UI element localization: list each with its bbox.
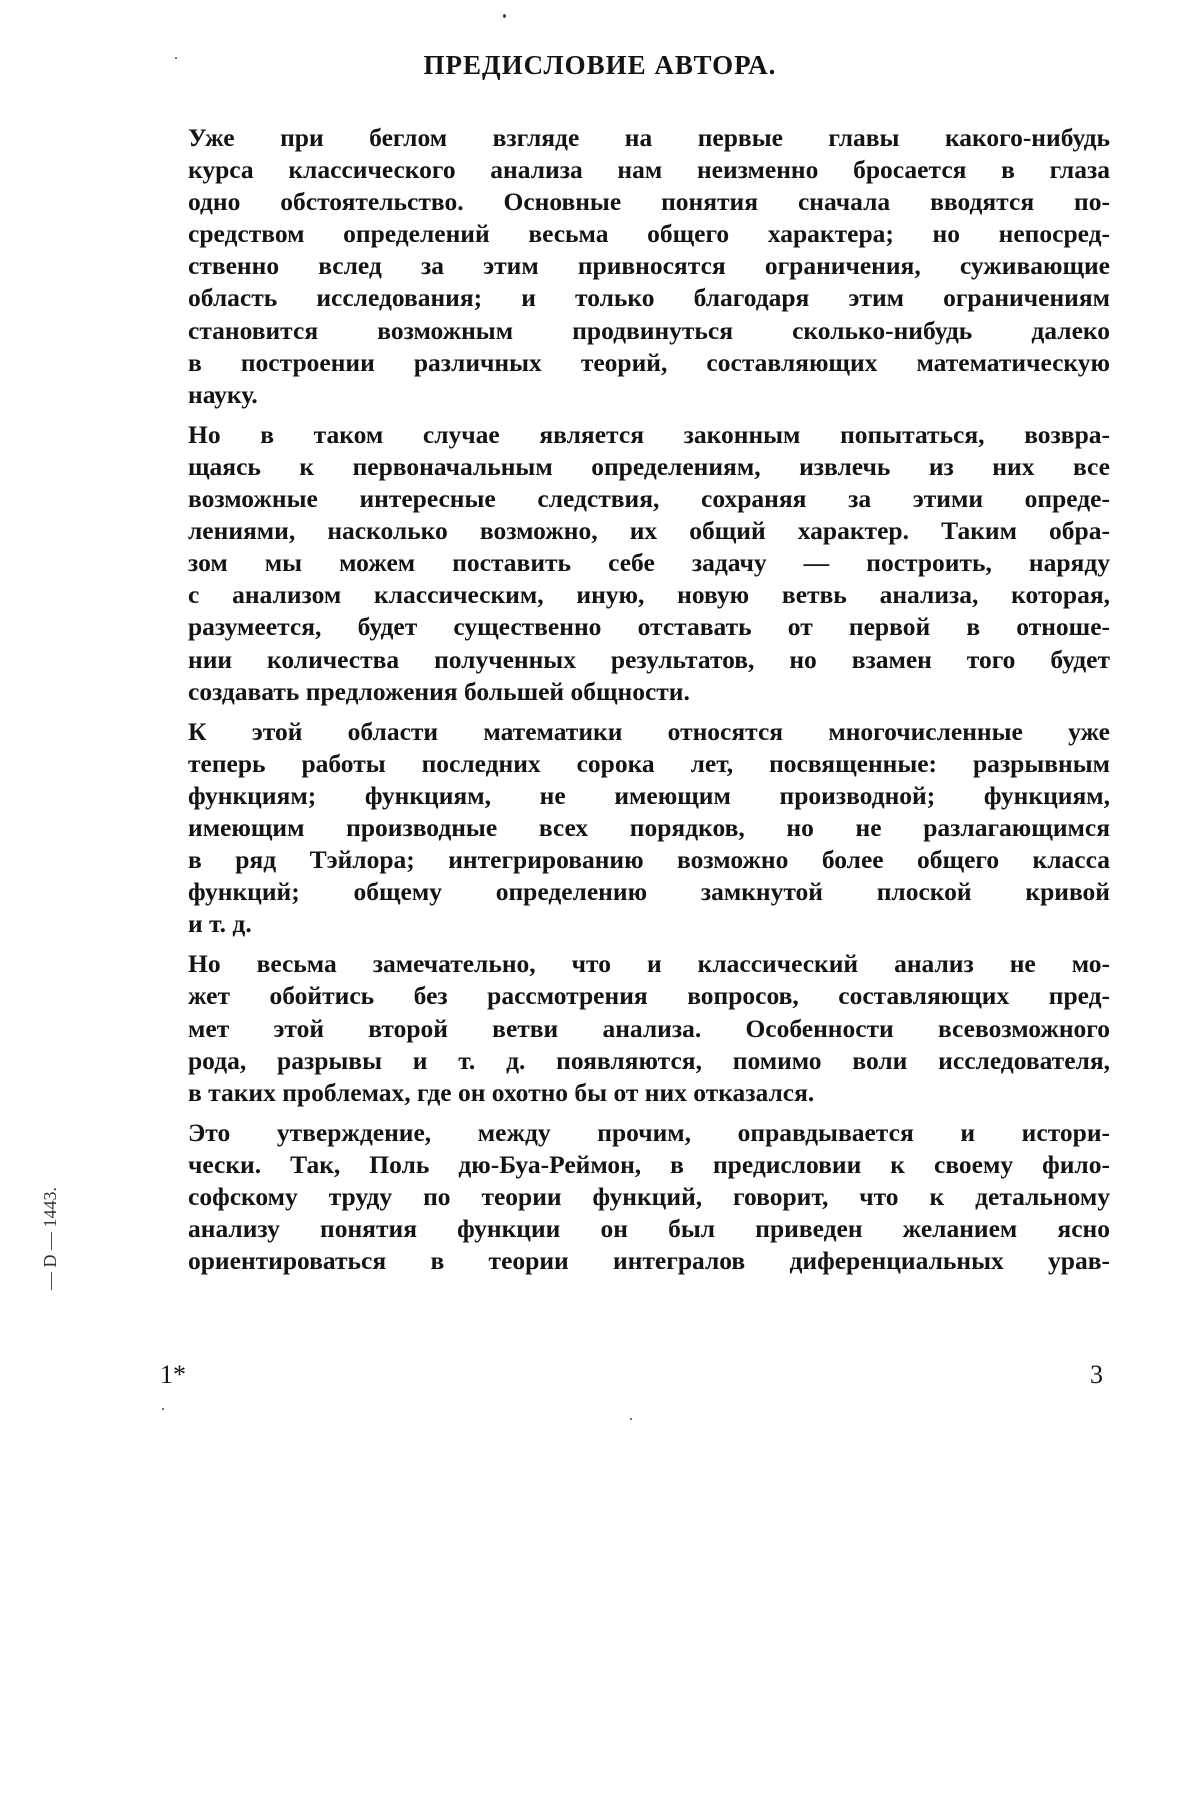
text-line: ственно вслед за этим привносятся ограничения, суживающие <box>188 251 1110 281</box>
text-line: функций; общему определению замкнутой плоской кривой <box>188 877 1110 907</box>
text-line: щаясь к первоначальным определениям, извлечь из них все <box>188 451 1110 481</box>
text-line: К этой области математики относятся многочисленные уже <box>188 716 1110 746</box>
text-line: лениями, насколько возможно, их общий характер. Таким обра- <box>188 516 1110 546</box>
paragraph-4 <box>138 948 1110 1108</box>
text-line: область исследования; и только благодаря этим ограничениям <box>188 283 1110 313</box>
text-line: анализу понятия функции он был приведен желанием ясно <box>188 1214 1110 1244</box>
signature-mark: 1* <box>160 1360 186 1389</box>
text-line: жет обойтись без рассмотрения вопросов, составляющих пред- <box>188 981 1110 1011</box>
text-line: одно обстоятельство. Основные понятия сначала вводятся по- <box>188 187 1110 217</box>
text-line: теперь работы последних сорока лет, посвященные: разрывным <box>188 748 1110 778</box>
text-line: разумеется, будет существенно отставать от первой в отноше- <box>188 612 1110 642</box>
text-line: в построении различных теорий, составляющих математическую <box>188 347 1110 377</box>
text-line: курса классического анализа нам неизменно бросается в глаза <box>188 155 1110 185</box>
paragraph-3 <box>138 716 1110 941</box>
text-line: с анализом классическим, иную, новую ветвь анализа, которая, <box>188 580 1110 610</box>
text-line: софскому труду по теории функций, говорит, что к детальному <box>188 1182 1110 1211</box>
scan-speck <box>630 1418 632 1420</box>
text-line: и т. д. <box>188 909 252 939</box>
page-number: 3 <box>1090 1360 1103 1389</box>
page-heading: ПРЕДИСЛОВИЕ АВТОРА. <box>423 50 777 80</box>
text-line: создавать предложения большей общности. <box>188 676 690 706</box>
body-text <box>138 122 1110 1285</box>
scan-speck <box>503 14 506 18</box>
text-line: в ряд Тэйлора; интегрированию возможно более общего класса <box>188 845 1110 875</box>
text-line: возможные интересные следствия, сохраняя за этими опреде- <box>188 484 1110 514</box>
margin-stamp: — D — 1443. <box>40 1187 60 1290</box>
text-line: науку. <box>188 379 258 409</box>
text-line: функциям; функциям, не имеющим производной; функциям, <box>188 780 1110 810</box>
text-line: становится возможным продвинуться сколько-нибудь далеко <box>188 315 1110 345</box>
text-line: имеющим производные всех порядков, но не разлагающимся <box>188 812 1110 842</box>
paragraph-5 <box>138 1117 1110 1277</box>
text-line: мет этой второй ветви анализа. Особенности всевозможного <box>188 1013 1110 1043</box>
text-line: рода, разрывы и т. д. появляются, помимо воли исследователя, <box>188 1045 1110 1075</box>
text-line: Но в таком случае является законным попытаться, возвра- <box>188 419 1110 449</box>
text-line: в таких проблемах, где он охотно бы от них отказался. <box>188 1077 815 1107</box>
text-line: Это утверждение, между прочим, оправдывается и истори- <box>188 1117 1110 1147</box>
text-line: Уже при беглом взгляде на первые главы какого-нибудь <box>188 123 1110 152</box>
text-line: нии количества полученных результатов, но взамен того будет <box>188 644 1110 674</box>
text-line: ориентироваться в теории интегралов диференциальных урав- <box>188 1246 1110 1276</box>
text-line: зом мы можем поставить себе задачу — построить, наряду <box>188 548 1110 578</box>
text-line: чески. Так, Поль дю-Буа-Реймон, в предисловии к своему фило- <box>188 1149 1110 1179</box>
text-line: Но весьма замечательно, что и классический анализ не мо- <box>188 949 1110 979</box>
paragraph-2 <box>138 419 1110 708</box>
paragraph-1 <box>138 122 1110 411</box>
text-line: средством определений весьма общего характера; но непосред- <box>188 219 1110 249</box>
scan-speck <box>175 57 177 59</box>
scan-speck <box>162 1408 164 1410</box>
